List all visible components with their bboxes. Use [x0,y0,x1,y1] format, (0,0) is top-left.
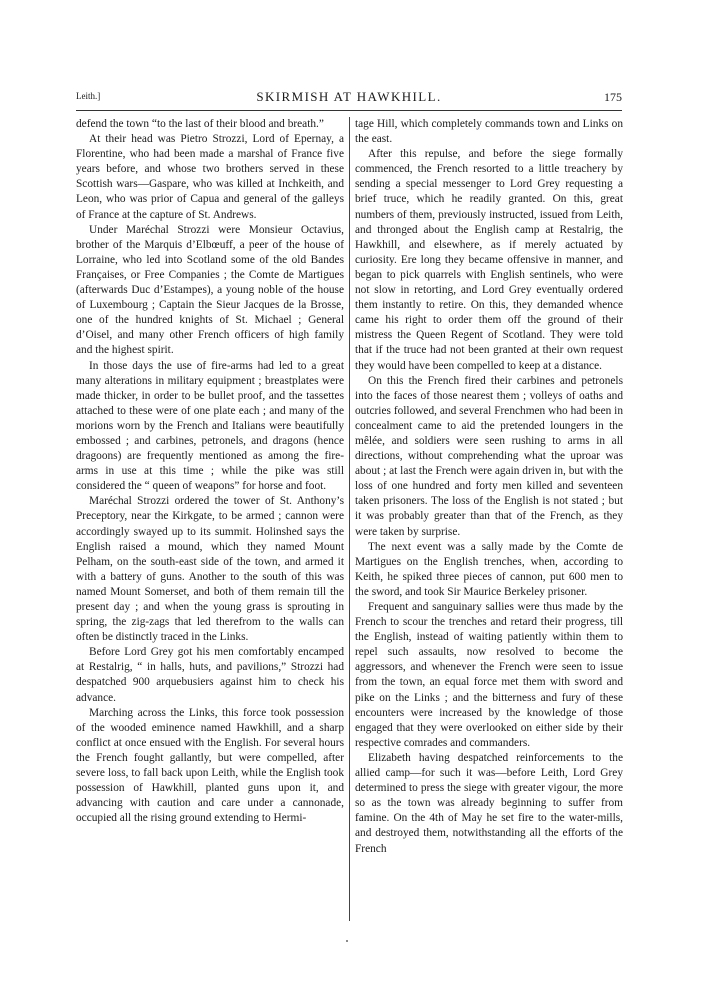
paragraph: Marching across the Links, this force took possession of the wooded eminence named Hawkhill, and a sharp conflict at once ensued with the English. For several hours the French fought gallantly, but were compelled, after severe loss, to fall back upon Leith, while the English took possession of Hawkhill, planted guns upon it, and advancing with caution and care under a cannonade, occupied all the rising ground extending to Hermi- [76,706,344,825]
paragraph: Before Lord Grey got his men comfortably encamped at Restalrig, “ in halls, huts, and pavilions,” Strozzi had despatched 900 arquebusiers against him to check his advance. [76,646,344,704]
left-column [76,117,344,927]
paragraph: Elizabeth having despatched reinforcements to the allied camp—for such it was—before Leith, Lord Grey determined to press the siege with greater vigour, the more so as the town was already beginning to suffer from famine. On the 4th of May he set fire to the water-mills, and destroyed them, notwithstanding all the efforts of the French [355,751,623,855]
paragraph: Maréchal Strozzi ordered the tower of St. Anthony’s Preceptory, near the Kirkgate, to be armed ; cannon were accordingly swayed up to its summit. Holinshed says the English raised a mound, which they named Mount Pelham, on the south-east side of the town, and armed it with a battery of guns. Another to the south of this was named Mount Somerset, and both of them remain till the present day ; and when the young grass is sprouting in spring, the zig-zags that led therefrom to the walls can often be distinctly traced in the Links. [76,495,344,644]
paragraph: In those days the use of fire-arms had led to a great many alterations in military equipment ; breastplates were made thicker, in order to be bullet proof, and the tassettes attached to these were of one plate each ; and many of the morions worn by the French and Italians were beautifully embossed ; and carbines, petronels, and dragons (hence dragoons) are frequently mentioned as among the fire-arms in use at this time ; while the pike was still considered the “ queen of weapons” for horse and foot. [76,359,344,493]
paragraph: tage Hill, which completely commands town and Links on the east. [355,118,623,146]
page-mark [346,940,348,942]
paragraph: At their head was Pietro Strozzi, Lord of Epernay, a Florentine, who had been made a marshal of France five years before, and whose two brothers served in these Scottish wars—Gaspare, who was killed at Inchkeith, and Leon, who was prior of Capua and general of the galleys of France at the capture of St. Andrews. [76,133,344,221]
section-label: Leith.] [76,91,101,101]
paragraph: Under Maréchal Strozzi were Monsieur Octavius, brother of the Marquis d’Elbœuff, a peer of the house of Lorraine, who led into Scotland some of the old Bandes Françaises, or Free Companies ; the Comte de Martigues (afterwards Duc d’Estampes), a young noble of the house of Luxembourg ; Captain the Sieur Jacques de la Brosse, one of the hundred knights of St. Michael ; General d’Oisel, and many other French officers of high family and the highest spirit. [76,223,344,357]
paragraph: The next event was a sally made by the Comte de Martigues on the English trenches, when, according to Keith, he spiked three pieces of cannon, put 600 men to the sword, and took Sir Maurice Berkeley prisoner. [355,540,623,598]
paragraph: After this repulse, and before the siege formally commenced, the French resorted to a little treachery by sending a special messenger to Lord Grey requesting a brief truce, which he readily granted. On this, great numbers of them, previously instructed, issued from Leith, and thronged about the English camp at Restalrig, the Hawkhill, and elsewhere, as if merely actuated by curiosity. Ere long they became offensive in manner, and began to pick quarrels with English sentinels, who were not slow in retorting, and Lord Grey eventually ordered them instantly to retire. On this, they demanded whence came his right to order them off the ground of their mistress the Queen Regent of Scotland. They were told that if the truce had not been granted at their own request they would have been compelled to keep at a distance. [355,148,623,372]
paragraph: defend the town “to the last of their blood and breath.” [76,118,324,130]
page-title: SKIRMISH AT HAWKHILL. [256,89,442,104]
page-number: 175 [604,90,622,104]
paragraph: Frequent and sanguinary sallies were thus made by the French to scour the trenches and retard their progress, till the English, instead of waiting patiently within them to repel such assaults, now resolved to become the aggressors, and whenever the French were seen to issue from the town, an equal force met them with sword and pike on the Links ; and the bitterness and fury of these encounters were increased by the knowledge of those engaged that they were overlooked on either side by their respective comrades and commanders. [355,601,623,749]
running-header [76,91,622,107]
paragraph: On this the French fired their carbines and petronels into the faces of those nearest them ; volleys of oaths and outcries followed, and several Frenchmen who had been in concealment came to aid the pretended loungers in the mêlée, and soldiers were seen rushing to arms in all directions, without comprehending what the uproar was about ; at last the French were again driven in, but with the loss of one hundred and forty men killed and seventeen taken prisoners. The loss of the English is not stated ; but it was probably greater than that of the French, as they were taken by surprise. [355,374,623,538]
column-divider [349,117,350,921]
header-rule [76,110,622,111]
right-column [355,117,623,927]
